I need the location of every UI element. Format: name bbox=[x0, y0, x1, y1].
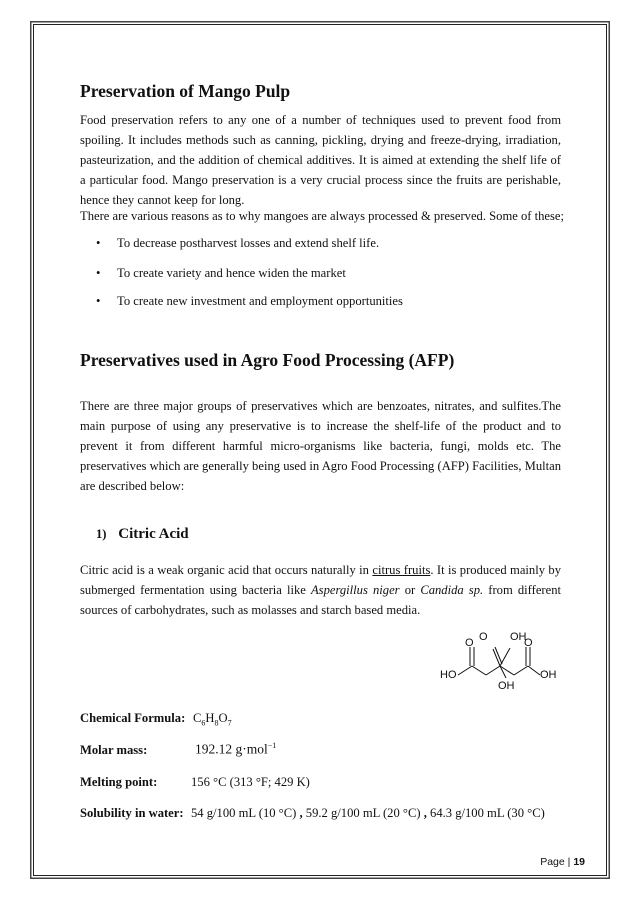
paragraph-preservatives: There are three major groups of preservatives which are benzoates, nitrates, and sulfites.The main purpose of using any preservative is to increase the shelf-life of the product and to prevent it from different harmful micro-organisms like bacteria, fungi, molds etc. The preservatives which are generally being used in Agro Food Processing (AFP) Facilities, Multan are described below: bbox=[80, 399, 561, 493]
property-label: Molar mass: bbox=[80, 743, 148, 757]
paragraph-citric-acid: Citric acid is a weak organic acid that occurs naturally in citrus fruits. It is produced mainly by submerged fermentation using bacteria like Aspergillus niger or Candida sp. from different sources of carbohydrates, such as molasses and starch based media. bbox=[80, 563, 562, 617]
structure-label: HO bbox=[440, 669, 457, 681]
page-number: 19 bbox=[573, 856, 585, 868]
list-item-text: To decrease postharvest losses and extend shelf life. bbox=[117, 236, 380, 250]
subsection-title-text: Citric Acid bbox=[118, 526, 189, 542]
property-label: Melting point: bbox=[80, 775, 158, 789]
bullet-icon: • bbox=[96, 294, 101, 308]
structure-label: O bbox=[465, 637, 474, 649]
structure-label: OH bbox=[498, 680, 515, 692]
property-value: 192.12 g·mol$^{-1}$ bbox=[195, 741, 277, 757]
section-title-mango-pulp: Preservation of Mango Pulp bbox=[80, 81, 291, 101]
list-item-text: To create variety and hence widen the market bbox=[117, 266, 346, 280]
page-footer bbox=[540, 856, 585, 868]
bullet-icon: • bbox=[96, 236, 101, 250]
property-value: $C_6H_8O_7$ bbox=[193, 711, 232, 728]
subsection-number: 1) bbox=[96, 527, 107, 541]
property-value: 156 °C (313 °F; 429 K) bbox=[191, 775, 310, 789]
species-name: Aspergillus niger bbox=[310, 583, 400, 597]
property-label: Chemical Formula: bbox=[80, 711, 186, 725]
paragraph-food-preservation: Food preservation refers to any one of a number of techniques used to prevent food from spoiling. It includes methods such as canning, pickling, drying and freeze-drying, irradiation, pasteurization, and the addition of chemical additives. It is aimed at extending the shelf life of a particular food. Mango preservation is a very crucial process since the fruits are perishable, hence they cannot keep for long. bbox=[80, 113, 561, 207]
property-value: 54 g/100 mL (10 °C) , 59.2 g/100 mL (20 °C) , 64.3 g/100 mL (30 °C) bbox=[191, 806, 545, 820]
page-separator: | bbox=[567, 856, 571, 868]
citric-acid-structure-image bbox=[430, 626, 570, 692]
species-name: Candida sp. bbox=[420, 583, 484, 597]
page-label: Page bbox=[540, 856, 565, 868]
structure-label: OH bbox=[510, 631, 527, 643]
citrus-fruits-link[interactable]: citrus fruits bbox=[372, 563, 431, 577]
bullet-icon: • bbox=[96, 266, 101, 280]
property-melting-point bbox=[80, 775, 310, 790]
property-chemical-formula bbox=[80, 711, 232, 728]
property-solubility bbox=[80, 806, 545, 821]
subsection-title-citric-acid bbox=[96, 526, 189, 543]
structure-label: O bbox=[524, 637, 533, 649]
section-title-preservatives: Preservatives used in Agro Food Processing (AFP) bbox=[80, 350, 455, 370]
paragraph-reasons: There are various reasons as to why mangoes are always processed & preserved. Some of these; bbox=[80, 209, 564, 223]
list-item-text: To create new investment and employment opportunities bbox=[117, 294, 403, 308]
property-label: Solubility in water: bbox=[80, 806, 184, 820]
structure-label: OH bbox=[540, 669, 557, 681]
structure-label: O bbox=[479, 631, 488, 643]
property-molar-mass bbox=[80, 741, 277, 758]
